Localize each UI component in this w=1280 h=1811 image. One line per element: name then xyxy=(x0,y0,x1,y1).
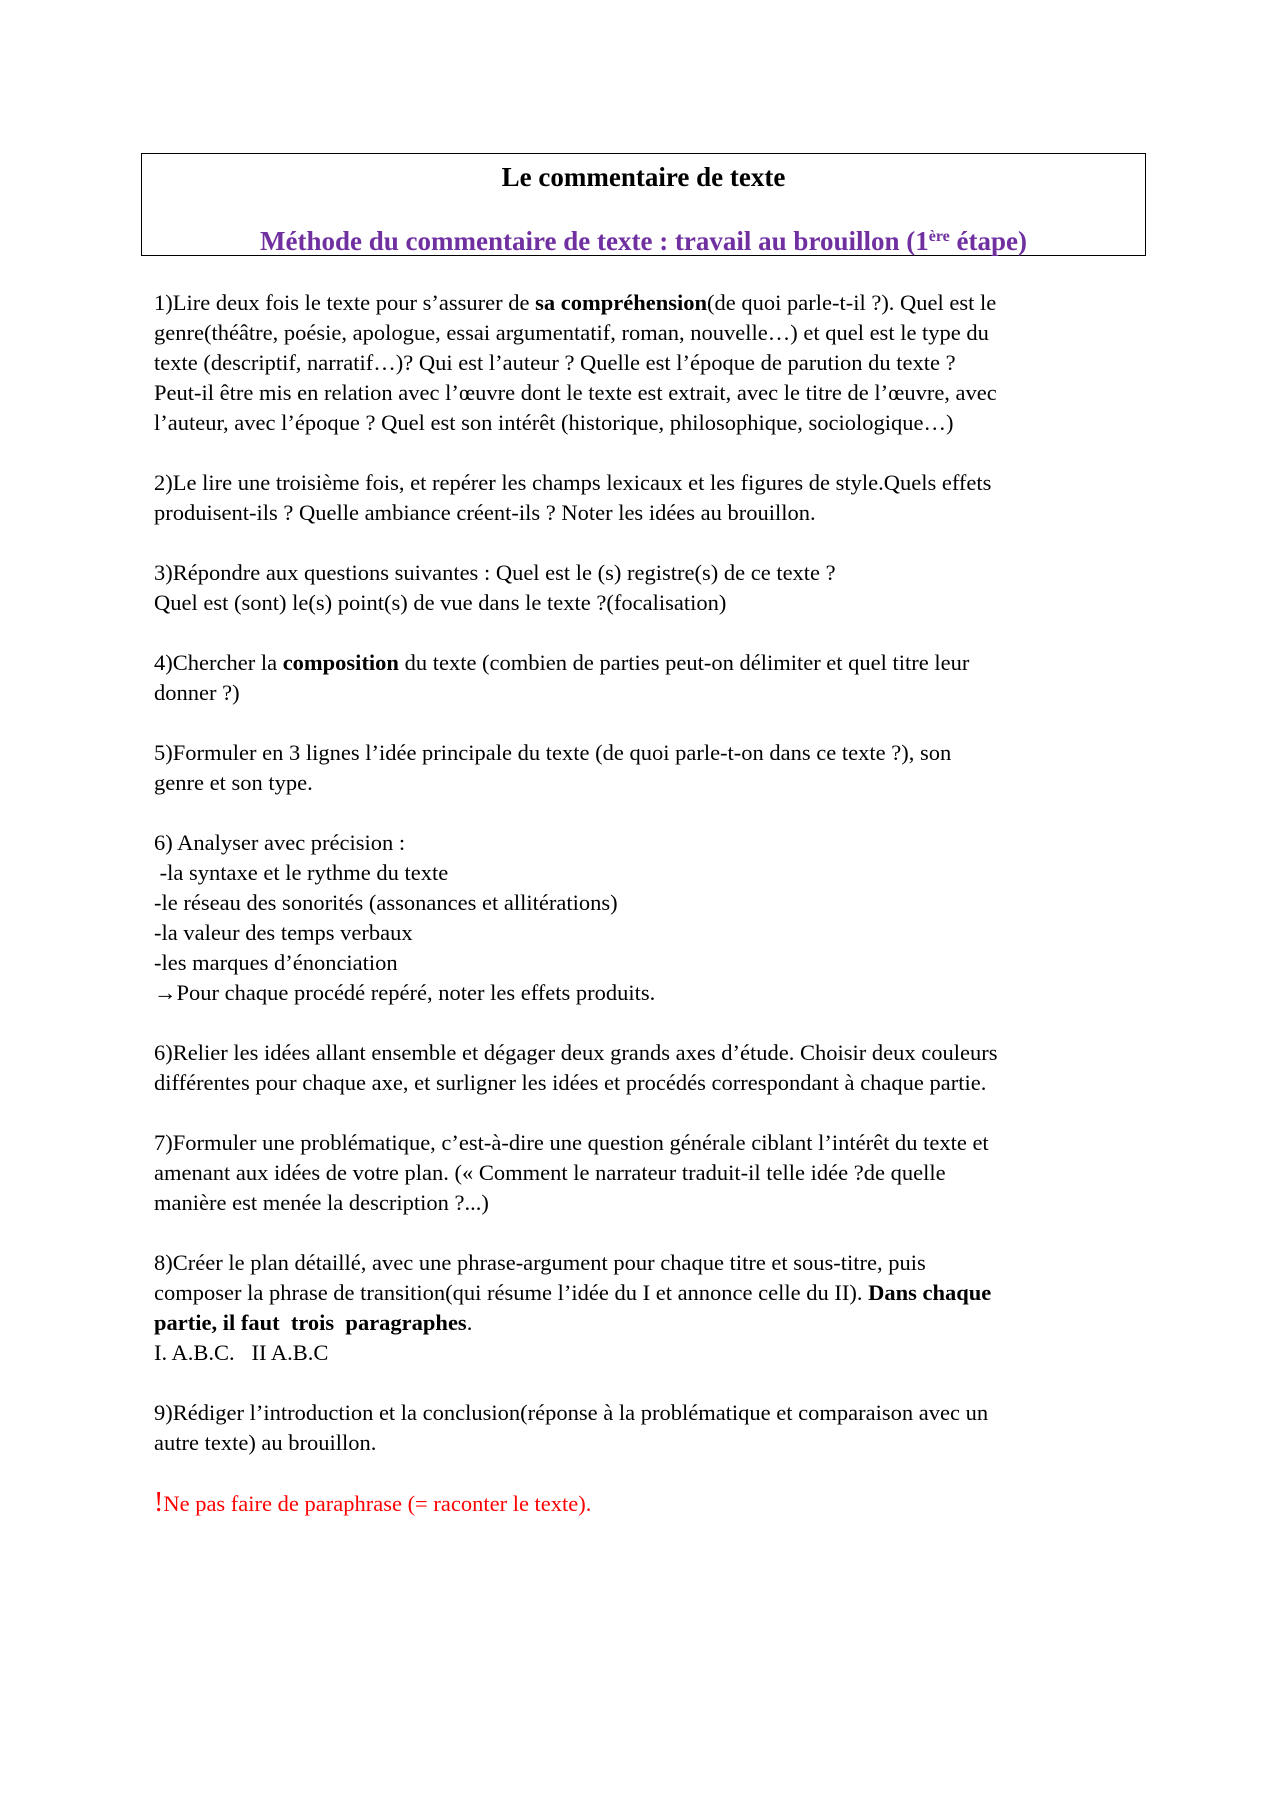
step-7-line: 7)Formuler une problématique, c’est-à-dire une question générale ciblant l’intérêt du texte et xyxy=(154,1130,989,1155)
step-9 xyxy=(154,1398,1154,1458)
subtitle-text: Méthode du commentaire de texte : travail au brouillon (1 xyxy=(260,226,929,256)
step-4-line xyxy=(154,648,1154,678)
bold-text: partie, il faut trois paragraphes xyxy=(154,1310,467,1335)
step-6b-line: différentes pour chaque axe, et surligner les idées et procédés correspondant à chaque partie. xyxy=(154,1070,987,1095)
step-9-line: 9)Rédiger l’introduction et la conclusion(réponse à la problématique et comparaison avec un xyxy=(154,1400,989,1425)
step-7-line: manière est menée la description ?...) xyxy=(154,1190,489,1215)
bold-text: Dans chaque xyxy=(868,1280,992,1305)
step-6b-line: 6)Relier les idées allant ensemble et dégager deux grands axes d’étude. Choisir deux couleurs xyxy=(154,1040,998,1065)
subtitle-text-end: étape) xyxy=(949,226,1027,256)
step-1-line: Peut-il être mis en relation avec l’œuvre dont le texte est extrait, avec le titre de l’œuvre, avec xyxy=(154,380,997,405)
step-3-line: Quel est (sont) le(s) point(s) de vue dans le texte ?(focalisation) xyxy=(154,590,727,615)
warning-note xyxy=(154,1488,1154,1519)
bold-text: composition xyxy=(282,650,399,675)
subtitle-superscript: ère xyxy=(928,228,950,245)
step-3 xyxy=(154,558,1154,618)
step-6b xyxy=(154,1038,1154,1098)
step-9-line: autre texte) au brouillon. xyxy=(154,1430,377,1455)
step-7 xyxy=(154,1128,1154,1218)
text: . xyxy=(466,1310,473,1335)
step-8-line xyxy=(154,1278,1154,1308)
step-3-line: 3)Répondre aux questions suivantes : Quel est le (s) registre(s) de ce texte ? xyxy=(154,560,836,585)
document-subtitle xyxy=(142,224,1145,258)
step-2-line: 2)Le lire une troisième fois, et repérer les champs lexicaux et les figures de style.Quels effets xyxy=(154,470,992,495)
step-8-line xyxy=(154,1308,1154,1338)
document-body xyxy=(154,288,1154,1549)
document-title: Le commentaire de texte xyxy=(501,162,786,192)
step-1 xyxy=(154,288,1154,438)
step-8-line: I. A.B.C. II A.B.C xyxy=(154,1340,329,1365)
text: (de quoi parle-t-il ?). Quel est le xyxy=(707,290,997,315)
step-6-line: -le réseau des sonorités (assonances et allitérations) xyxy=(154,890,618,915)
step-4 xyxy=(154,648,1154,708)
text: 1)Lire deux fois le texte pour s’assurer de xyxy=(154,290,536,315)
step-7-line: amenant aux idées de votre plan. (« Comment le narrateur traduit-il telle idée ?de quelle xyxy=(154,1160,946,1185)
warning-text: Ne pas faire de paraphrase (= raconter le texte). xyxy=(163,1491,592,1516)
text: composer la phrase de transition(qui résume l’idée du I et annonce celle du II). xyxy=(154,1280,869,1305)
step-2-line: produisent-ils ? Quelle ambiance créent-ils ? Noter les idées au brouillon. xyxy=(154,500,816,525)
step-1-line: texte (descriptif, narratif…)? Qui est l’auteur ? Quelle est l’époque de parution du texte ? xyxy=(154,350,956,375)
step-1-line xyxy=(154,288,1154,318)
step-1-line: l’auteur, avec l’époque ? Quel est son intérêt (historique, philosophique, sociologique…) xyxy=(154,410,954,435)
warning-line xyxy=(154,1488,1154,1519)
step-8 xyxy=(154,1248,1154,1368)
title-box xyxy=(141,153,1146,256)
step-5-line: 5)Formuler en 3 lignes l’idée principale du texte (de quoi parle-t-on dans ce texte ?), son xyxy=(154,740,952,765)
exclamation-icon: ! xyxy=(154,1487,164,1518)
text: 4)Chercher la xyxy=(154,650,283,675)
step-2 xyxy=(154,468,1154,528)
bold-text: sa compréhension xyxy=(535,290,708,315)
step-4-line: donner ?) xyxy=(154,680,240,705)
step-6-line: -la valeur des temps verbaux xyxy=(154,920,413,945)
step-8-line: 8)Créer le plan détaillé, avec une phrase-argument pour chaque titre et sous-titre, puis xyxy=(154,1250,926,1275)
step-6 xyxy=(154,828,1154,1008)
step-6-line: →Pour chaque procédé repéré, noter les effets produits. xyxy=(154,980,656,1005)
step-6-line: 6) Analyser avec précision : xyxy=(154,830,406,855)
step-1-line: genre(théâtre, poésie, apologue, essai argumentatif, roman, nouvelle…) et quel est le type du xyxy=(154,320,989,345)
step-6-line: -la syntaxe et le rythme du texte xyxy=(154,860,449,885)
step-5 xyxy=(154,738,1154,798)
step-5-line: genre et son type. xyxy=(154,770,313,795)
step-6-line: -les marques d’énonciation xyxy=(154,950,398,975)
text: du texte (combien de parties peut-on délimiter et quel titre leur xyxy=(398,650,970,675)
